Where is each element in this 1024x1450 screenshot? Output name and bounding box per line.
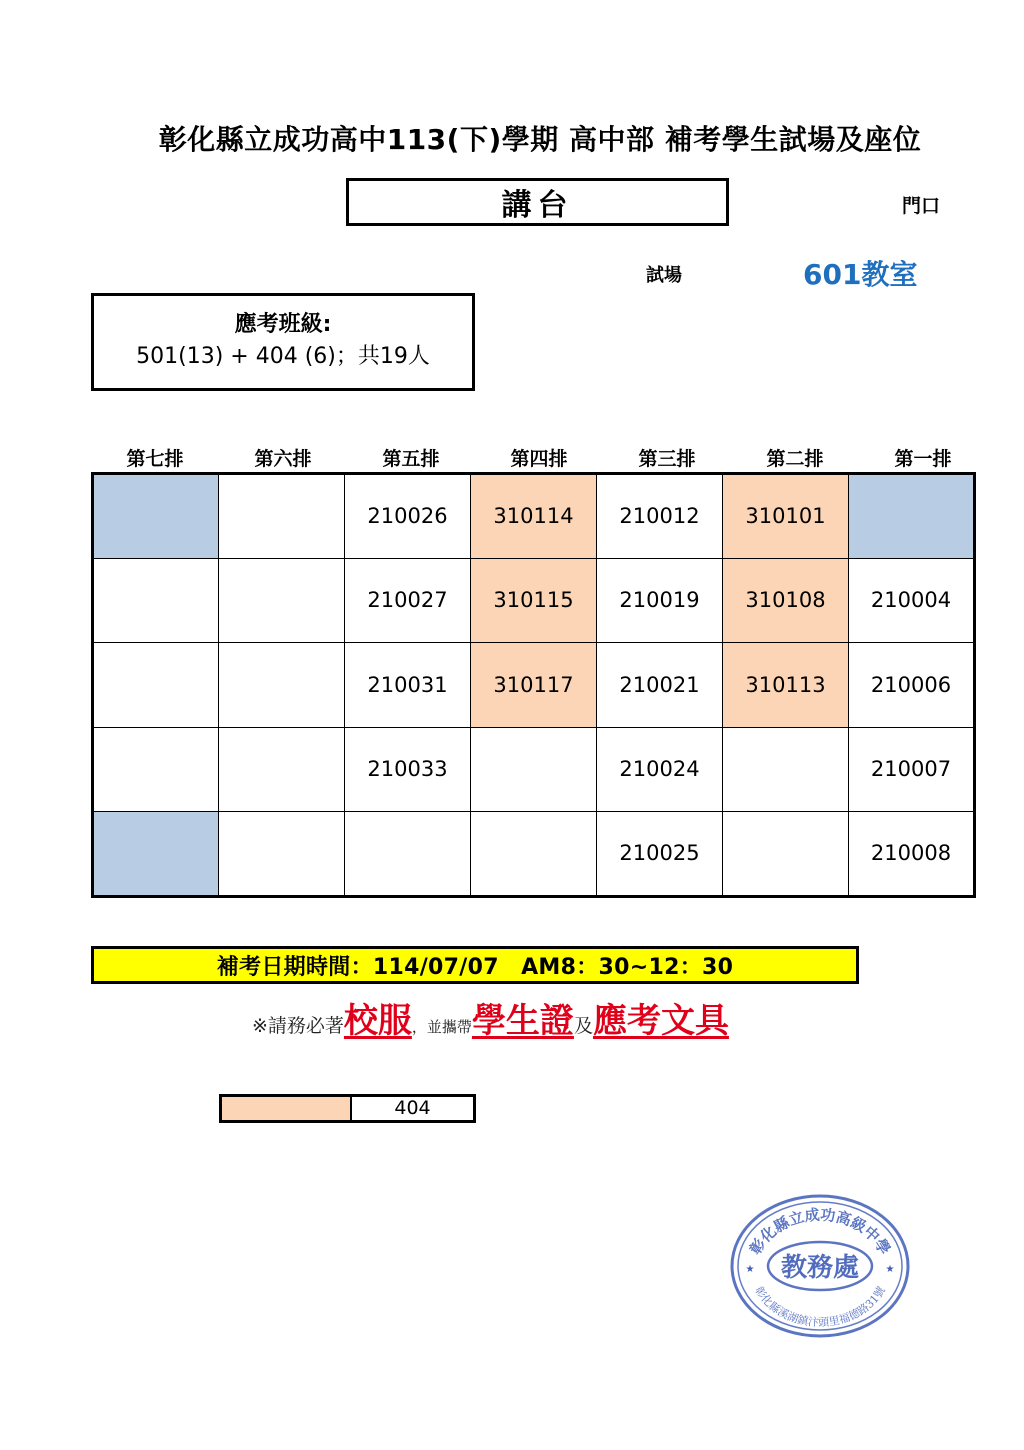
seat-cell-404: 310108 — [723, 558, 849, 643]
seat-cell — [723, 727, 849, 812]
seat-cell: 210012 — [597, 474, 723, 559]
row-header-4: 第四排 — [510, 448, 568, 470]
seat-cell — [219, 727, 345, 812]
notice-prefix: ※請務必著 — [252, 1015, 344, 1037]
seat-cell-404: 310113 — [723, 643, 849, 728]
seat-cell: 210027 — [345, 558, 471, 643]
classes-heading: 應考班級: — [234, 312, 332, 337]
podium-box: 講台 — [346, 178, 729, 226]
row-header-5: 第五排 — [382, 448, 440, 470]
seat-cell: 210033 — [345, 727, 471, 812]
row-header-6: 第六排 — [254, 448, 312, 470]
seat-cell: 210006 — [849, 643, 975, 728]
seat-cell — [219, 643, 345, 728]
svg-text:彰化縣立成功高級中學 — [746, 1206, 894, 1258]
notice-mid: ，並攜帶 — [411, 1018, 472, 1036]
legend-swatch — [222, 1097, 352, 1120]
row-header-1: 第一排 — [894, 448, 952, 470]
classes-box — [91, 293, 475, 391]
seat-cell — [93, 643, 219, 728]
seal-star-icon: ★ — [885, 1264, 895, 1275]
seat-cell-404: 310115 — [471, 558, 597, 643]
notice-line — [252, 993, 729, 1042]
seat-cell-404: 310117 — [471, 643, 597, 728]
seat-cell: 210031 — [345, 643, 471, 728]
seat-cell: 210025 — [597, 812, 723, 897]
seat-cell-blocked — [93, 812, 219, 897]
legend-box — [219, 1094, 476, 1123]
seat-cell-blocked — [93, 474, 219, 559]
seat-cell: 210021 — [597, 643, 723, 728]
venue-value: 601教室 — [803, 258, 918, 291]
row-header-7: 第七排 — [126, 448, 184, 470]
notice-stationery: 應考文具 — [592, 1001, 729, 1041]
seat-cell-404: 310114 — [471, 474, 597, 559]
exam-time-bar: 補考日期時間：114/07/07 AM8：30~12：30 — [91, 946, 859, 984]
seat-cell — [93, 727, 219, 812]
seat-cell: 210004 — [849, 558, 975, 643]
seat-cell — [219, 474, 345, 559]
seat-cell — [723, 812, 849, 897]
seat-cell — [471, 727, 597, 812]
seat-row — [93, 812, 975, 897]
classes-detail: 501(13) + 404 (6)；共19人 — [136, 344, 430, 369]
notice-join: 及 — [573, 1015, 593, 1037]
seat-row — [93, 643, 975, 728]
seal-star-icon: ★ — [745, 1264, 755, 1275]
seat-row — [93, 558, 975, 643]
seat-cell — [219, 558, 345, 643]
seat-row — [93, 727, 975, 812]
seat-cell: 210007 — [849, 727, 975, 812]
venue-label: 試場 — [646, 265, 682, 286]
seat-cell — [219, 812, 345, 897]
seal-bottom-text: 彰化縣溪湖鎮汴頭里福德路31號 — [752, 1284, 888, 1330]
notice-student-id: 學生證 — [471, 1001, 574, 1041]
door-label: 門口 — [902, 195, 941, 217]
seat-cell: 210019 — [597, 558, 723, 643]
seat-cell-blocked — [849, 474, 975, 559]
page-title: 彰化縣立成功高中113(下)學期 高中部 補考學生試場及座位 — [158, 123, 922, 156]
row-header-3: 第三排 — [638, 448, 696, 470]
seat-cell-404: 310101 — [723, 474, 849, 559]
legend-label: 404 — [394, 1097, 431, 1119]
seal-center-text: 教務處 — [780, 1253, 860, 1283]
seat-cell — [345, 812, 471, 897]
seat-cell — [471, 812, 597, 897]
seat-cell — [93, 558, 219, 643]
seat-cell: 210026 — [345, 474, 471, 559]
office-seal-stamp — [728, 1192, 912, 1340]
seating-grid — [91, 472, 976, 898]
seat-row — [93, 474, 975, 559]
seat-cell: 210008 — [849, 812, 975, 897]
seal-top-text: 彰化縣立成功高級中學 — [746, 1205, 894, 1258]
notice-uniform: 校服 — [343, 1001, 412, 1041]
seat-cell: 210024 — [597, 727, 723, 812]
row-header-2: 第二排 — [766, 448, 824, 470]
